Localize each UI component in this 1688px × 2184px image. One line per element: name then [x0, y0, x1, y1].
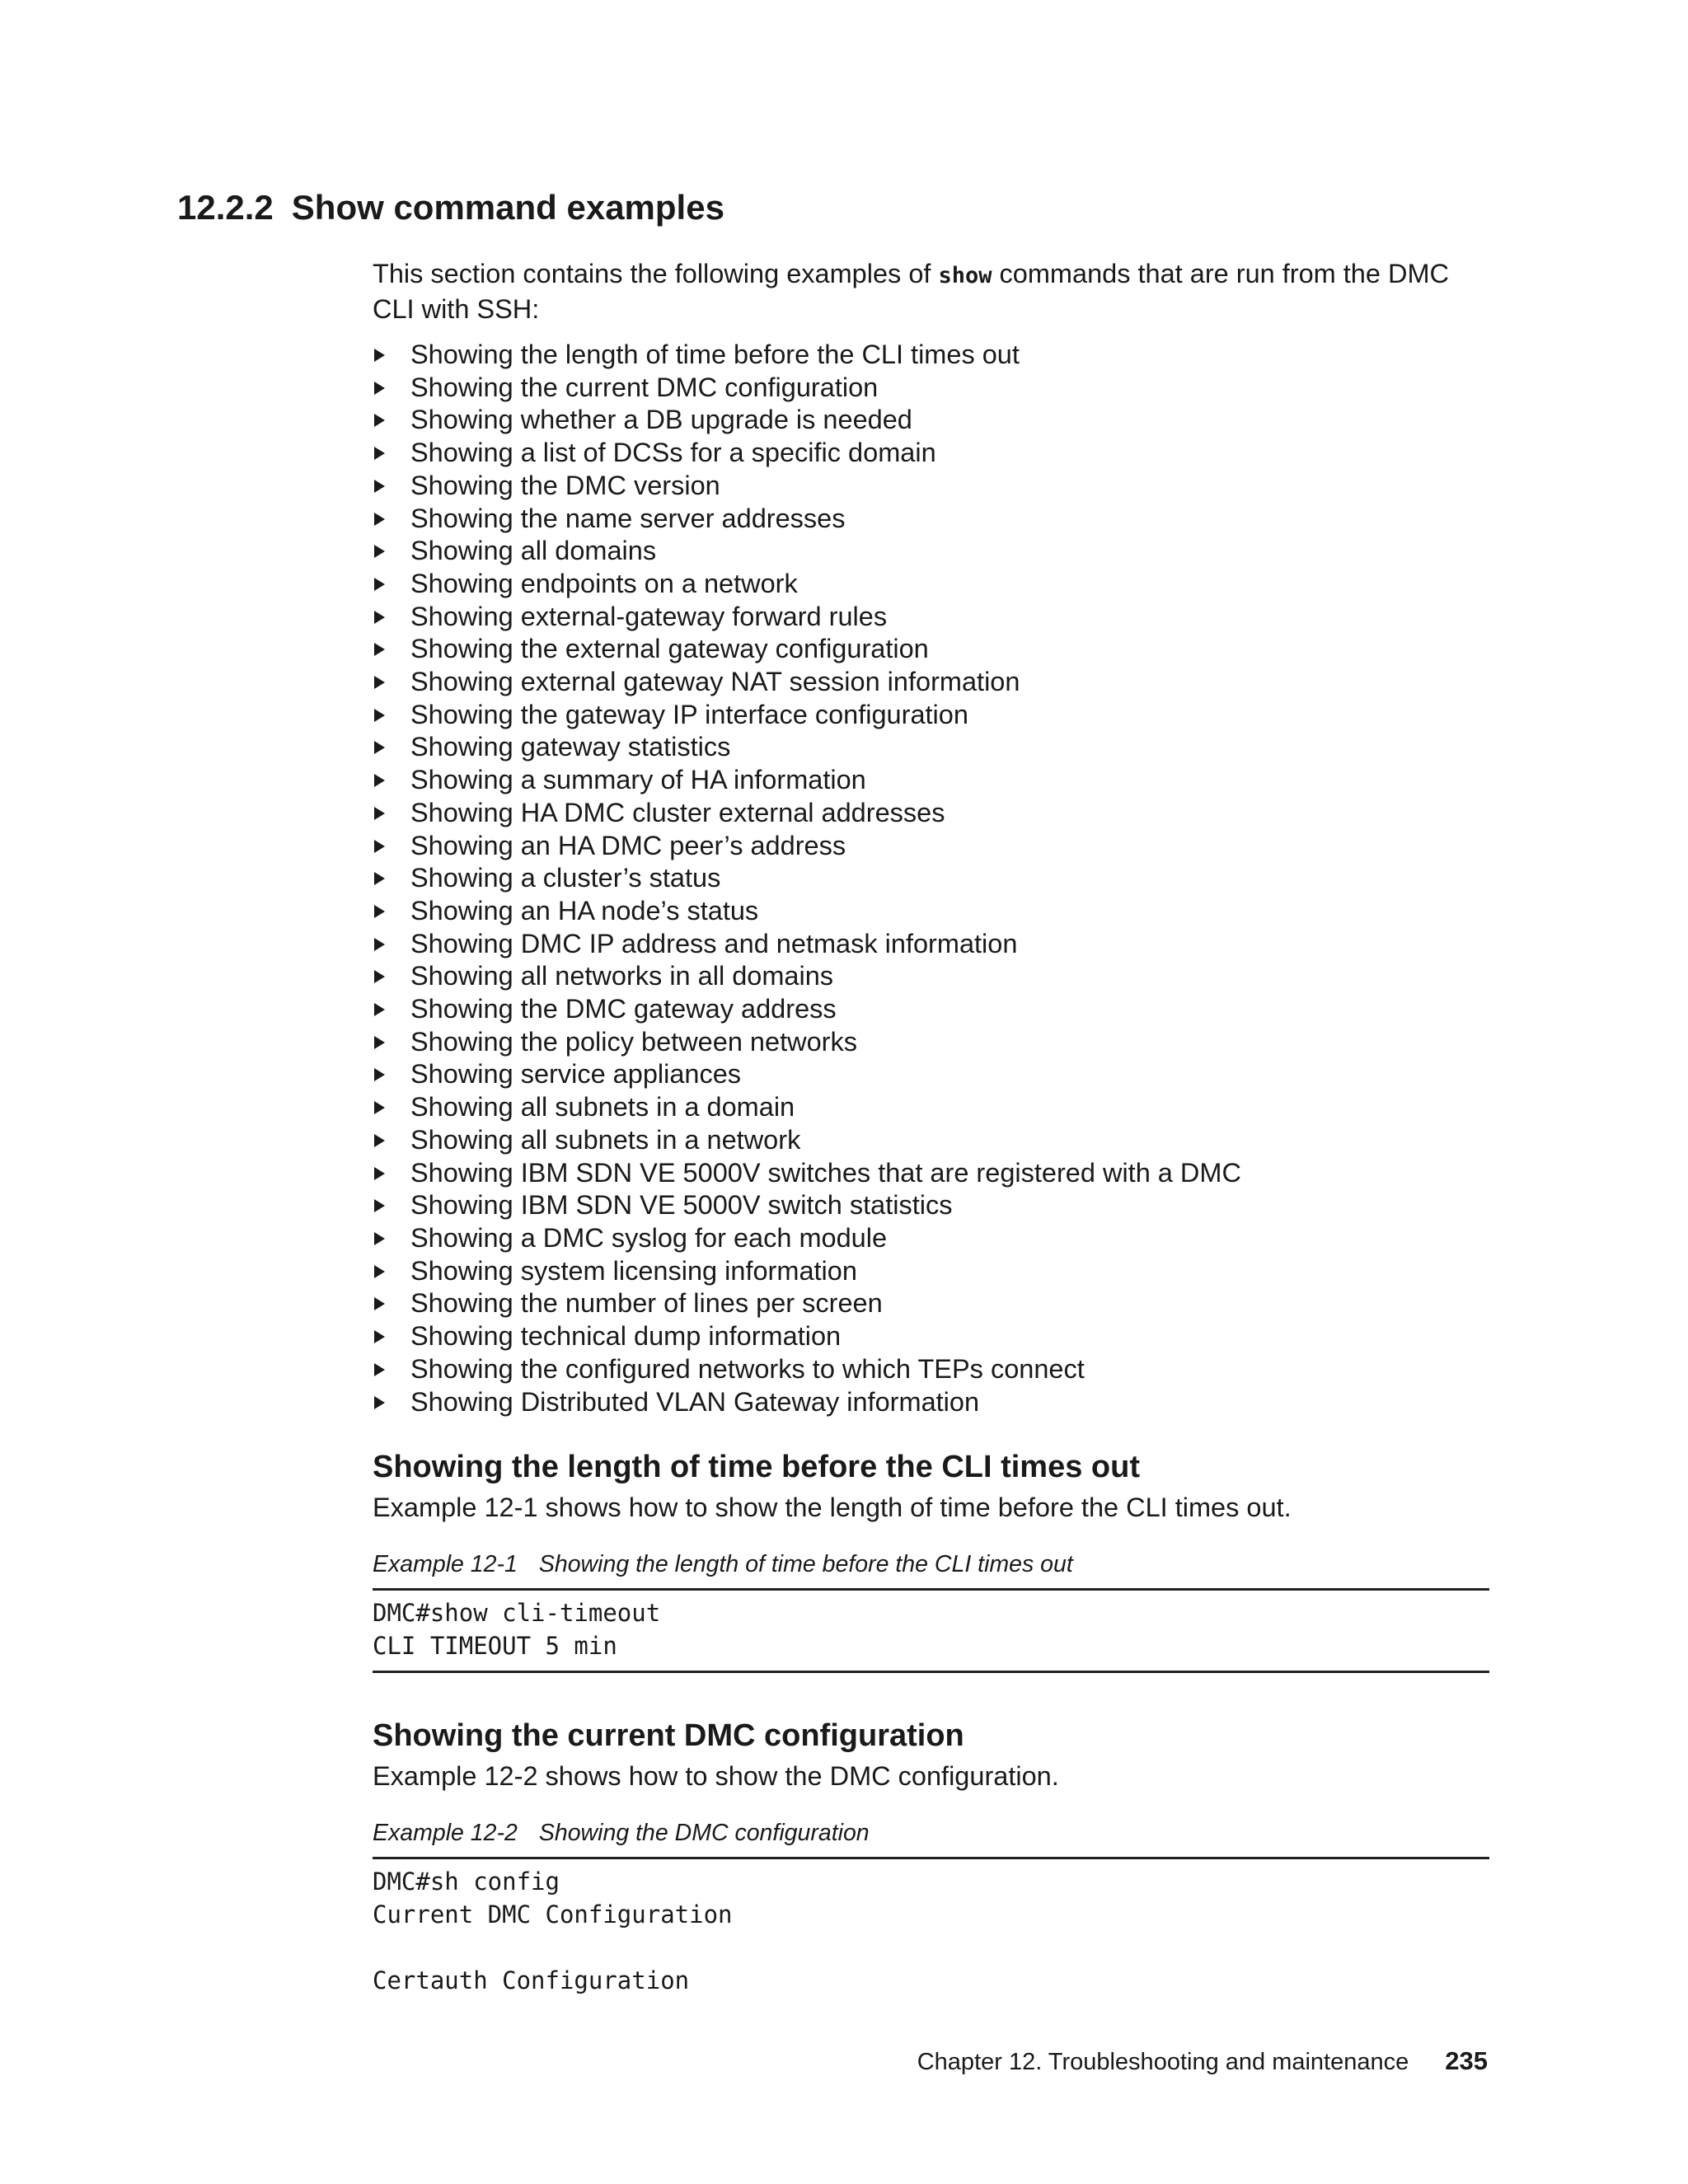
example-caption-12-2	[373, 1818, 870, 1848]
bullet-triangle-icon	[374, 1199, 385, 1212]
bullet-triangle-icon	[374, 938, 385, 951]
bullet-triangle-icon	[374, 611, 385, 624]
bullet-triangle-icon	[374, 905, 385, 918]
bullet-triangle-icon	[374, 643, 385, 656]
bullet-triangle-icon	[374, 545, 385, 558]
section-title-text: Show command examples	[291, 188, 724, 227]
list-item-text: Showing external gateway NAT session information	[410, 667, 1020, 697]
list-item-text: Showing the DMC version	[410, 470, 720, 500]
list-item	[373, 1189, 1489, 1222]
example-title: Showing the DMC configuration	[538, 1820, 870, 1846]
bullet-triangle-icon	[374, 1036, 385, 1049]
list-item	[373, 862, 1489, 895]
list-item	[373, 928, 1489, 961]
bullet-triangle-icon	[374, 1101, 385, 1114]
list-item	[373, 1320, 1489, 1353]
paragraph-cli-timeout: Example 12-1 shows how to show the length of time before the CLI times out.	[373, 1493, 1292, 1522]
list-item-text: Showing all domains	[410, 536, 657, 566]
bullet-triangle-icon	[374, 970, 385, 983]
subheading-dmc-configuration: Showing the current DMC configuration	[373, 1718, 964, 1753]
list-item	[373, 535, 1489, 568]
bullet-triangle-icon	[374, 480, 385, 493]
list-item	[373, 1058, 1489, 1091]
list-item	[373, 372, 1489, 405]
list-item	[373, 503, 1489, 536]
list-item-text: Showing all subnets in a network	[410, 1124, 801, 1155]
list-item	[373, 699, 1489, 732]
list-item-text: Showing the policy between networks	[410, 1026, 857, 1057]
paragraph-dmc-configuration: Example 12-2 shows how to show the DMC configuration.	[373, 1761, 1059, 1791]
list-item-text: Showing a list of DCSs for a specific domain	[410, 438, 936, 468]
bullet-triangle-icon	[374, 709, 385, 722]
list-item	[373, 633, 1489, 666]
bullet-triangle-icon	[374, 676, 385, 689]
bullet-triangle-icon	[374, 513, 385, 526]
list-item	[373, 601, 1489, 634]
example-top-rule	[373, 1588, 1489, 1591]
list-item-text: Showing a summary of HA information	[410, 765, 866, 795]
example-label: Example 12-1	[373, 1551, 518, 1577]
list-item	[373, 1157, 1489, 1190]
example-list	[373, 339, 1489, 1418]
list-item-text: Showing HA DMC cluster external addresses	[410, 797, 945, 827]
list-item-text: Showing an HA DMC peer’s address	[410, 830, 846, 860]
list-item-text: Showing the DMC gateway address	[410, 994, 837, 1024]
bullet-triangle-icon	[374, 1232, 385, 1245]
code-example-12-1: DMC#show cli-timeout CLI TIMEOUT 5 min	[373, 1599, 661, 1660]
bullet-triangle-icon	[374, 1265, 385, 1278]
bullet-triangle-icon	[374, 840, 385, 853]
intro-text-before: This section contains the following examples of	[373, 259, 939, 288]
page-footer	[917, 2045, 1488, 2079]
bullet-triangle-icon	[374, 1396, 385, 1409]
list-item-text: Showing the current DMC configuration	[410, 372, 879, 402]
list-item	[373, 1124, 1489, 1157]
bullet-triangle-icon	[374, 807, 385, 820]
list-item	[373, 993, 1489, 1026]
list-item-text: Showing service appliances	[410, 1059, 742, 1090]
list-item	[373, 830, 1489, 863]
list-item	[373, 1222, 1489, 1255]
list-item	[373, 1287, 1489, 1320]
list-item	[373, 960, 1489, 993]
bullet-triangle-icon	[374, 774, 385, 787]
list-item	[373, 437, 1489, 470]
example-label: Example 12-2	[373, 1820, 518, 1846]
list-item-text: Showing the name server addresses	[410, 503, 846, 533]
bullet-triangle-icon	[374, 872, 385, 885]
list-item	[373, 1353, 1489, 1386]
list-item	[373, 1091, 1489, 1124]
list-item-text: Showing an HA node’s status	[410, 895, 759, 926]
bullet-triangle-icon	[374, 1167, 385, 1180]
list-item	[373, 470, 1489, 503]
bullet-triangle-icon	[374, 1330, 385, 1343]
list-item	[373, 1255, 1489, 1288]
bullet-triangle-icon	[374, 382, 385, 395]
list-item-text: Showing whether a DB upgrade is needed	[410, 405, 912, 435]
list-item-text: Showing a cluster’s status	[410, 863, 721, 893]
example-top-rule	[373, 1857, 1489, 1859]
example-bottom-rule	[373, 1671, 1489, 1673]
list-item	[373, 797, 1489, 830]
list-item-text: Showing the external gateway configuration	[410, 634, 929, 664]
chapter-title: Chapter 12. Troubleshooting and maintenance	[917, 2049, 1409, 2075]
list-item	[373, 731, 1489, 764]
list-item	[373, 339, 1489, 372]
list-item-text: Showing technical dump information	[410, 1321, 842, 1352]
intro-text-after: commands that are run from the DMC CLI with SSH:	[373, 259, 1449, 324]
bullet-triangle-icon	[374, 1003, 385, 1016]
list-item-text: Showing all subnets in a domain	[410, 1092, 795, 1122]
bullet-triangle-icon	[374, 1068, 385, 1081]
list-item	[373, 895, 1489, 928]
bullet-triangle-icon	[374, 1297, 385, 1310]
bullet-triangle-icon	[374, 1363, 385, 1376]
bullet-triangle-icon	[374, 414, 385, 427]
section-title	[177, 183, 724, 232]
code-example-12-2: DMC#sh config Current DMC Configuration Certauth Configuration	[373, 1868, 733, 1994]
list-item	[373, 666, 1489, 699]
bullet-triangle-icon	[374, 447, 385, 460]
list-item-text: Showing endpoints on a network	[410, 568, 798, 598]
bullet-triangle-icon	[374, 349, 385, 362]
page-number: 235	[1445, 2046, 1488, 2075]
bullet-triangle-icon	[374, 1134, 385, 1147]
list-item-text: Showing a DMC syslog for each module	[410, 1222, 888, 1253]
list-item-text: Showing DMC IP address and netmask information	[410, 928, 1018, 958]
list-item-text: Showing the length of time before the CLI times out	[410, 340, 1020, 369]
list-item-text: Showing external-gateway forward rules	[410, 601, 888, 631]
list-item	[373, 1386, 1489, 1419]
list-item-text: Showing gateway statistics	[410, 732, 731, 762]
list-item-text: Showing Distributed VLAN Gateway information	[410, 1386, 980, 1417]
list-item	[373, 404, 1489, 437]
bullet-triangle-icon	[374, 578, 385, 591]
list-item-text: Showing the number of lines per screen	[410, 1288, 883, 1319]
list-item-text: Showing all networks in all domains	[410, 961, 834, 991]
bullet-triangle-icon	[374, 741, 385, 754]
intro-paragraph	[373, 257, 1489, 326]
example-caption-12-1	[373, 1549, 1073, 1579]
list-item-text: Showing IBM SDN VE 5000V switches that are registered with a DMC	[410, 1157, 1241, 1188]
subheading-cli-timeout: Showing the length of time before the CLI times out	[373, 1450, 1140, 1484]
intro-command: show	[938, 263, 992, 288]
list-item-text: Showing system licensing information	[410, 1255, 857, 1286]
list-item	[373, 1026, 1489, 1059]
list-item	[373, 764, 1489, 797]
list-item-text: Showing IBM SDN VE 5000V switch statistics	[410, 1190, 953, 1221]
list-item-text: Showing the configured networks to which TEPs connect	[410, 1353, 1085, 1384]
section-number: 12.2.2	[177, 188, 274, 227]
list-item-text: Showing the gateway IP interface configuration	[410, 699, 968, 729]
list-item	[373, 568, 1489, 601]
example-title: Showing the length of time before the CLI times out	[538, 1551, 1073, 1577]
